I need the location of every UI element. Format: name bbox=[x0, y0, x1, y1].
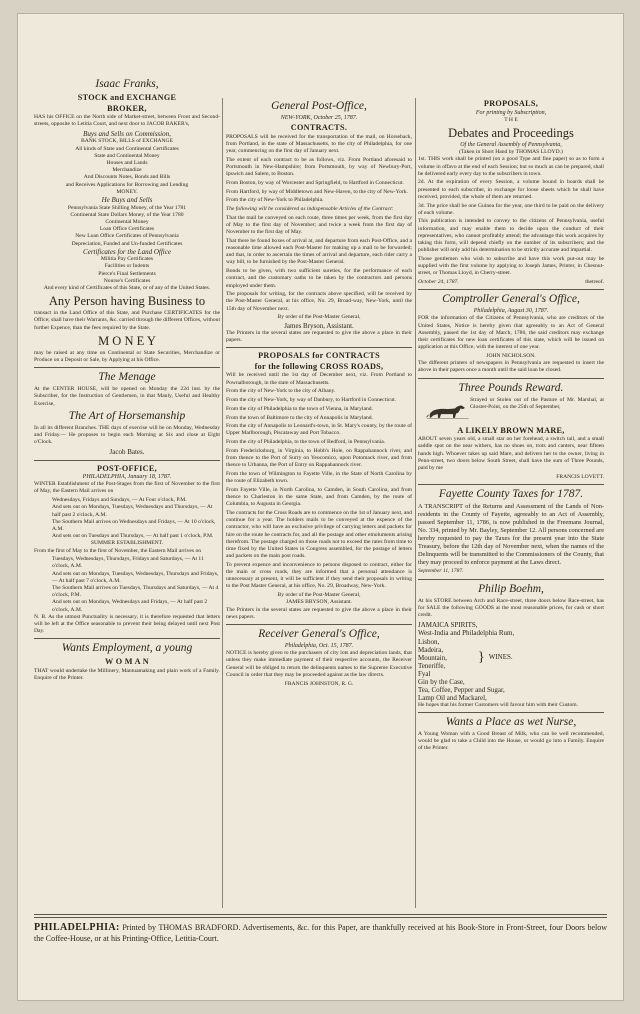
wants-employment-body: THAT would undertake the Millinery, Mantuamaking and plain work of a Family. Enquire of the Printer. bbox=[34, 667, 220, 682]
list1-1: All kinds of State and Continental Certificates bbox=[75, 145, 179, 152]
contracts-body-9: The proposals for writing, for the contracts above specified, will be received by the Post-Master General, at his office, No. 29, Broad-way, New-York, until the 15th day of November next. bbox=[226, 291, 412, 312]
list2-1: Continental State Dollars Money, of the Year 1780 bbox=[70, 211, 184, 218]
wines-label: WINES. bbox=[488, 653, 513, 662]
wants-nurse-body: A Young Woman with a Good Breast of Milk, who can be well recommended, would be glad to take a Child into the House, or would go into a Family. Enquire of the Printer. bbox=[418, 730, 604, 752]
proposals-heading: PROPOSALS for CONTRACTS bbox=[258, 351, 380, 361]
term-item: Those gentlemen who wish to subscribe and have this work put-out may be supplied with the first volume by applying to Joseph James, Printer, in Chesnut-street, or Thomas Lloyd, in Cherry-street. bbox=[418, 255, 604, 277]
divider bbox=[226, 347, 412, 348]
bates-signature: Jacob Bates. bbox=[109, 448, 145, 456]
list1-6: and Receives Applications for Borrowing and Lending bbox=[65, 181, 189, 188]
printers-note: The Printers in the several states are requested to give the above a place in their papers. bbox=[226, 330, 412, 344]
contracts-body-3: From Boston, by way of Worcester and Springfield, to Hartford in Connecticut. bbox=[226, 179, 404, 186]
imprint-place: PHILADELPHIA: bbox=[34, 922, 120, 933]
receiver-title: Receiver General's Office, bbox=[258, 627, 380, 640]
gpo-title: General Post-Office, bbox=[271, 100, 367, 112]
summer-body: From the first of May to the first of November, the Eastern Mail arrives on bbox=[34, 547, 202, 554]
boehm-title: Philip Boehm, bbox=[478, 582, 544, 595]
franks-subtitle: STOCK and EXCHANGE bbox=[77, 93, 177, 102]
post-office-title: POST-OFFICE, bbox=[97, 463, 157, 473]
tax-body: A TRANSCRIPT of the Returns and Assessment of the Lands of Non-residents in the County of Fayette, agreeably to an Act of Assembly, passed September 11, 1786, is now published in the Freemans Journal, No. 334, printed by Mr. Bayley, September 12. All persons concerned are hereby requested to pay the Taxes for the present year into the State Treasury, before the 12th day of November next, when the names of the Delinquents will be transmitted to the Commissioners of the County, that they may proceed to enforce payment at the Laws direct. bbox=[418, 502, 604, 566]
divider bbox=[34, 367, 220, 368]
divider bbox=[34, 638, 220, 639]
wine-item: Mountain, bbox=[418, 653, 447, 662]
wine-item: Fyal bbox=[418, 669, 431, 678]
list2-2: Continental Money bbox=[105, 218, 149, 225]
persons-body: transact in the Land Office of this State, and Purchase CERTIFICATES for the Office; shall have their Warrants, &c. carried through the different Offices, without further Expence, than the fees required by the State. bbox=[34, 310, 220, 331]
debates-title: Debates and Proceedings bbox=[448, 125, 574, 140]
receiver-body: NOTICE is hereby given to the purchasers of city lots and depreciation lands, that unless they make immediate payment of their respective accounts, the Receiver General will be obliged to return the delinquents names to the Supreme Executive Council in order that they may be proceeded against as the law directs. bbox=[226, 650, 412, 678]
schedule-row: And sets out on Tuesdays and Thursdays, — At half past 1 o'clock, P.M. bbox=[52, 533, 214, 540]
tax-date: September 11, 1787. bbox=[418, 568, 464, 575]
divider bbox=[226, 624, 412, 625]
certificates-heading: Certificates for the Land Office bbox=[83, 247, 171, 256]
contracts-body-4: From Hartford, by way of Middletown and New-Haven, to the city of New-York. bbox=[226, 188, 408, 195]
contracts-body-2: The extent of each contract to be as follows, viz. From Portland aforesaid to Portsmouth in New-Hampshire; from Portsmouth, by way of Newbury-Port, Ipswich and Salem, to Boston. bbox=[226, 156, 412, 178]
wants-nurse-title: Wants a Place as wet Nurse, bbox=[445, 715, 577, 728]
goods-item: Lamp Oil and Mackarel, bbox=[418, 693, 487, 702]
divider bbox=[418, 484, 604, 485]
divider bbox=[418, 378, 604, 379]
post-office-date: PHILADELPHIA, January 18, 1787. bbox=[82, 474, 172, 480]
persons-heading: Any Person having Business to bbox=[48, 294, 206, 309]
wine-item: Madeira, bbox=[418, 645, 444, 654]
term-item: This publication is intended to convey to the citizens of Pennsylvania, useful information, and may enable them to decide upon the conduct of their representatives, who cannot profitably attend; the advantage this work acquires by taking this form, will depend chiefly on the number of its subscribers; and the publisher will only add his determination to be strictly accurate and impartial. bbox=[418, 218, 604, 254]
bottom-rule bbox=[34, 914, 607, 918]
route-item: From the town of Wilmington to Fayette Ville, in the State of North Carolina by the route of Elizabeth town. bbox=[226, 470, 412, 485]
goods-item: Tea, Coffee, Pepper and Sugar, bbox=[418, 685, 505, 694]
boehm-body: At his STORE between Arch and Race-street, three doors below Race-street, has for SALE the following GOODS at the most reasonable prices, for cash or short credit. bbox=[418, 597, 604, 618]
column-left bbox=[34, 76, 220, 914]
menage-title: The Menage bbox=[98, 371, 156, 384]
term-item: 1st. THIS work shall be printed (on a good Type and fine paper) so as to form a volume in offavo at the end of each Session; but so much as can be prepared, shall be delivered early every day to the subscribers in town. bbox=[418, 156, 604, 177]
boehm-close: He hopes that his former Customers will favour him with their Custom. bbox=[418, 701, 579, 708]
wants-employment-title: Wants Employment, a young bbox=[61, 642, 193, 655]
divider bbox=[418, 712, 604, 713]
wine-item: Teneriffe, bbox=[418, 661, 446, 670]
schedule-row: The Southern Mail arrives on Tuesdays, Thursdays and Saturdays, — At 4 o'clock, P.M. bbox=[52, 585, 219, 599]
list2-0: Pennsylvania State Shilling Money, of the Year 1781 bbox=[67, 204, 187, 211]
divider bbox=[418, 579, 604, 580]
contracts-heading: CONTRACTS. bbox=[290, 123, 348, 133]
wines-list bbox=[418, 638, 604, 678]
contracts-body-6: That the mail be conveyed on each route, three times per week, from the first day of May to the first day of November; and twice a week from the first day of November to the first day of May. bbox=[226, 214, 412, 236]
jamaica-rum: West-India and Philadelphia Rum, bbox=[418, 629, 515, 638]
route-item: From the town of Baltimore to the city of Annapolis in Maryland. bbox=[226, 414, 373, 421]
lloyd-footer bbox=[418, 279, 604, 286]
list1-0: BANK STOCK, BILLS of EXCHANGE bbox=[80, 138, 174, 145]
cross-body-2: The contracts for the Cross Roads are to commence on the 1st of January next, and continue for a year. The holders mails to be conveyed at the expence of the contractor, who will have an exclusive privilege of carrying letters and packets for hire on the route he contracts for, and all the postage and other emoluments arising therefrom. The postage charged on those roads not to exceed the rates from time to time fixed by the United States in Congress assembled, for the postage of letters and packets on the main post roads. bbox=[226, 509, 412, 560]
convention-line: Of the General Assembly of Pennsylvania, bbox=[460, 141, 562, 148]
schedule-row: The Southern Mail arrives on Wednesdays and Fridays, — At 10 o'clock, A.M. bbox=[52, 518, 216, 532]
route-item: From the city of Philadelphia, to the town of Bedford, in Pennsylvania. bbox=[226, 439, 386, 446]
schedule-row: And sets out on Mondays, Tuesdays, Wednesdays, Thursdays and Fridays, — At half past 7 o'clock, A.M. bbox=[52, 570, 219, 584]
franks-body: HAS his OFFICE on the North side of Market-street, between Front and Second-streets, opposite to Letitia Court, and next door to JACOB BAKER's, bbox=[34, 114, 220, 128]
route-item: From the city of New-York, by way of Danbury, to Hartford in Connecticut. bbox=[226, 397, 397, 404]
wants-employment-woman: W O M A N bbox=[105, 657, 149, 667]
newspaper-page bbox=[18, 14, 623, 1000]
lloyd-date: October 24, 1787. bbox=[418, 279, 459, 286]
imprint-text: Printed by THOMAS BRADFORD. Advertisements, &c. for this Paper, are thankfully received at his Book-Store in Front-Street, four Doors below the Coffee-House, or at his Printing-Office, Letitia-Court. bbox=[34, 923, 608, 943]
post-office-body: WINTER Establishment of the Post-Stages from the first of November to the first of May, the Eastern Mail arrives on bbox=[34, 481, 220, 495]
term-item: 2d. At the expiration of every Session, a volume bound in boards shall be presented to each subscriber, in exchange for loose sheets which he shall have received, provided, the whole of them are returned. bbox=[418, 179, 604, 200]
list3-2: Pierce's Final Settlements bbox=[98, 270, 156, 277]
column-right bbox=[418, 98, 604, 910]
list1-4: Merchandize bbox=[112, 167, 142, 174]
contracts-body: PROPOSALS will be received for the transportation of the mail, on Horseback, from Portland, in the state of Massachusetts, to the city of Philadelphia, for one year, commencing on the first day of January next. bbox=[226, 133, 412, 155]
list2-5: Depreciation, Funded and Un-funded Certificates bbox=[71, 240, 183, 247]
johnston-signature: FRANCIS JOHNSTON, R. G. bbox=[284, 680, 354, 687]
schedule-row: And sets out on Mondays, Wednesdays and Fridays, — At half past 2 o'clock, A.M. bbox=[52, 599, 208, 613]
comptroller-body-2: The different printers of newspapers in Pennsylvania are requested to insert the above in their papers once a month until the said loan be closed. bbox=[418, 360, 604, 374]
money-heading-2: M O N E Y bbox=[98, 333, 156, 348]
bryson-signature: James Bryson, Assistant. bbox=[284, 321, 354, 330]
route-item: From the city of Philadelphia to the town of Vienna, in Maryland. bbox=[226, 405, 373, 412]
schedule-row: Wednesdays, Fridays and Sundays, — At Four o'clock, P.M. bbox=[52, 497, 187, 504]
list3-4: And every kind of Certificates of this State, or of any of the United States. bbox=[43, 285, 211, 292]
brace-icon: } bbox=[478, 650, 485, 666]
buys-sells-2: He Buys and Sells bbox=[101, 196, 153, 205]
order-line: By order of the Post-Master General, bbox=[277, 314, 361, 321]
comptroller-title: Comptroller General's Office, bbox=[442, 293, 580, 306]
money-body: may be raised at any time on Continental or State Securities, Merchandize or Produce on a Deposit or Sale, by Applying at his Office. bbox=[34, 349, 220, 364]
horse-icon bbox=[426, 398, 470, 424]
strayed-block bbox=[418, 397, 604, 425]
thetreof: thetreof. bbox=[585, 279, 604, 286]
list1-2: State and Continental Money bbox=[94, 152, 160, 159]
contracts-body-7: That there be found boxes of arrival at, and departure from each Post-Office, and a reasonable time allowed each Post-Master for making up a mail to be forwarded; and that, in order to ascertain the times of arrival and departure, each rider carry a way bill, to be furnished by the Post-Master General. bbox=[226, 237, 412, 266]
list2-3: Loan Office Certificates bbox=[99, 226, 155, 233]
summer-schedule bbox=[34, 556, 220, 614]
menage-body-2: In all its different Branches. THE days of exercise will be on Monday, Wednesday and Friday.— He proposes to begin each Morning at Six and close at Eight o'Clock. bbox=[34, 424, 220, 446]
route-item: From the city of Annapolis to Leonard's-town, in St. Mary's county, by the route of Upper Marlborough, Piscataway and Port Tobacco. bbox=[226, 423, 412, 437]
horsemanship-title: The Art of Horsemanship bbox=[68, 409, 186, 422]
list1-5: And Discounts Notes, Bonds and Bills bbox=[83, 174, 171, 181]
imprint bbox=[34, 922, 607, 944]
mare-body: ABOUT seven years old, a small star on her forehead, a switch tail, and a small saddle spot on the near withers, has no shoes on, trots and canters, near fifteen hands high. Whoever takes up said Mare, and delivers her to the owner, living in Penn-street, two doors below South Street, shall have the sum of Three Pounds, paid by me bbox=[418, 436, 604, 471]
printing-line: For printing by Subscription, bbox=[475, 109, 547, 116]
route-item: From Fayette Ville, in North Carolina, to Camden, in South Carolina, and from thence to Charleston in the same State, and from Camden, by the route of Columbia, to Augusta in Georgia. bbox=[226, 486, 412, 508]
money-heading: MONEY. bbox=[116, 188, 138, 195]
winter-schedule bbox=[34, 497, 220, 540]
bryson-signature-2: JAMES BRYSON, Assistant. bbox=[286, 599, 352, 606]
list3-3: Nourse's Certificates bbox=[103, 277, 151, 284]
column-rule bbox=[415, 98, 416, 908]
divider bbox=[34, 460, 220, 461]
cross-roads-heading: for the following CROSS ROADS, bbox=[254, 361, 384, 371]
gpo-date: NEW-YORK, October 25, 1787. bbox=[280, 115, 358, 121]
term-item: 3d. The price shall be one Guinea for the year, one third to be paid on the delivery of each volume. bbox=[418, 202, 604, 216]
printers-note-2: The Printers in the several states are requested to give the above a place in their news papers. bbox=[226, 606, 412, 620]
comptroller-date: Philadelphia, August 30, 1787. bbox=[473, 308, 549, 315]
receiver-date: Philadelphia, Oct. 15, 1787. bbox=[284, 642, 354, 649]
reward-title: Three Pounds Reward. bbox=[458, 381, 564, 394]
list3-1: Facilities or Indents bbox=[104, 263, 150, 270]
goods-item: Gin by the Case, bbox=[418, 677, 465, 686]
order-line-2: By order of the Post-Master General, bbox=[277, 592, 361, 599]
cross-body-3: To prevent expence and inconvenience to persons disposed to contract, either for the main or cross roads, they are informed that a personal attendance is unnecessary at present, it will be sufficient if they send their proposals in writing to the Post Master General, at his office, No. 29, Broadway, New-York. bbox=[226, 561, 412, 590]
cross-body: Will be received until the 1st day of December next, viz. From Portland to Pownalborough, in the state of Massachusetts. bbox=[226, 372, 412, 386]
menage-body: At the CENTER HOUSE, will be opened on Monday the 22d inst. by the Subscriber, for the Instruction of Gentlemen, in that Manly, Useful and Healthy Exercise, bbox=[34, 386, 220, 407]
nb-note: N. B. As the utmost Punctuality is necessary, it is therefore requested that letters will be left at the Office seasonable to prevent their being delayed until next Post Day. bbox=[34, 613, 220, 635]
franks-broker: BROKER, bbox=[107, 103, 147, 113]
tax-title: Fayette County Taxes for 1787. bbox=[438, 487, 584, 500]
list3-0: Militia Pay Certificates bbox=[100, 256, 154, 263]
taken-line: (Taken in Short Hand by THOMAS LLOYD.) bbox=[459, 149, 563, 156]
schedule-row: Tuesdays, Wednesdays, Thursdays, Fridays and Saturdays, — At 11 o'clock, A.M. bbox=[52, 556, 204, 570]
contracts-body-5: From the city of New-York to Philadelphia. bbox=[226, 197, 324, 204]
route-item: From Fredericksburg, in Virginia, to Hobb's Hole, on Rappahannock river, and from thence to the Port of Surry on Yeocomico, upon Potomack river, and from thence to Urbanna, the Port of Entry on Rappahannock river. bbox=[226, 447, 412, 469]
column-middle bbox=[226, 98, 412, 910]
wines-items bbox=[418, 638, 478, 678]
comptroller-body: FOR the information of the Citizens of Pennsylvania, who are creditors of the United States, Notice is hereby given that agreeably to an Act of General Assembly, passed the 1st day of March, 1786, the said creditors may exchange their certificates for new loan certificates of this state, which will be issued on application at this Office, with the interest of one year. bbox=[418, 315, 604, 351]
proposals-title: PROPOSALS, bbox=[483, 99, 539, 108]
the-line: T H E bbox=[504, 116, 518, 123]
strayed-text: Strayed or Stolen out of the Pasture of Mr. Marshal, at Gloster-Point, on the 25th of September, bbox=[469, 396, 604, 410]
summer-heading: SUMMER ESTABLISHMENT. bbox=[90, 540, 164, 547]
column-rule bbox=[222, 98, 223, 908]
wine-item: Lisbon, bbox=[418, 637, 440, 646]
lovett-signature: FRANCIS LOVETT. bbox=[556, 473, 604, 480]
list2-4: New Loan Office Certificates of Pennsylvania bbox=[75, 233, 179, 240]
mare-heading: A LIKELY BROWN MARE, bbox=[457, 425, 565, 435]
franks-title: Isaac Franks, bbox=[95, 78, 159, 90]
divider bbox=[418, 289, 604, 290]
contracts-following: The following will be considered as indispensable Articles of the Contract: bbox=[226, 206, 394, 213]
route-item: From the city of New-York to the city of Albany. bbox=[226, 388, 336, 395]
jamaica-spirits: JAMAICA SPIRITS, bbox=[418, 620, 478, 629]
nicholson-signature: JOHN NICHOLSON. bbox=[486, 352, 536, 359]
buys-sells: Buys and Sells on Commission, bbox=[83, 129, 171, 138]
contracts-body-8: Bonds to be given, with two sufficient sureties, for the performance of each contract, and the customary oaths to be taken by the contractors and persons employed under them. bbox=[226, 268, 412, 289]
schedule-row: And sets out on Mondays, Tuesdays, Wednesdays and Thursdays, — At half past 2 o'clock, A.M. bbox=[52, 504, 213, 518]
list1-3: Houses and Lands bbox=[106, 160, 148, 167]
